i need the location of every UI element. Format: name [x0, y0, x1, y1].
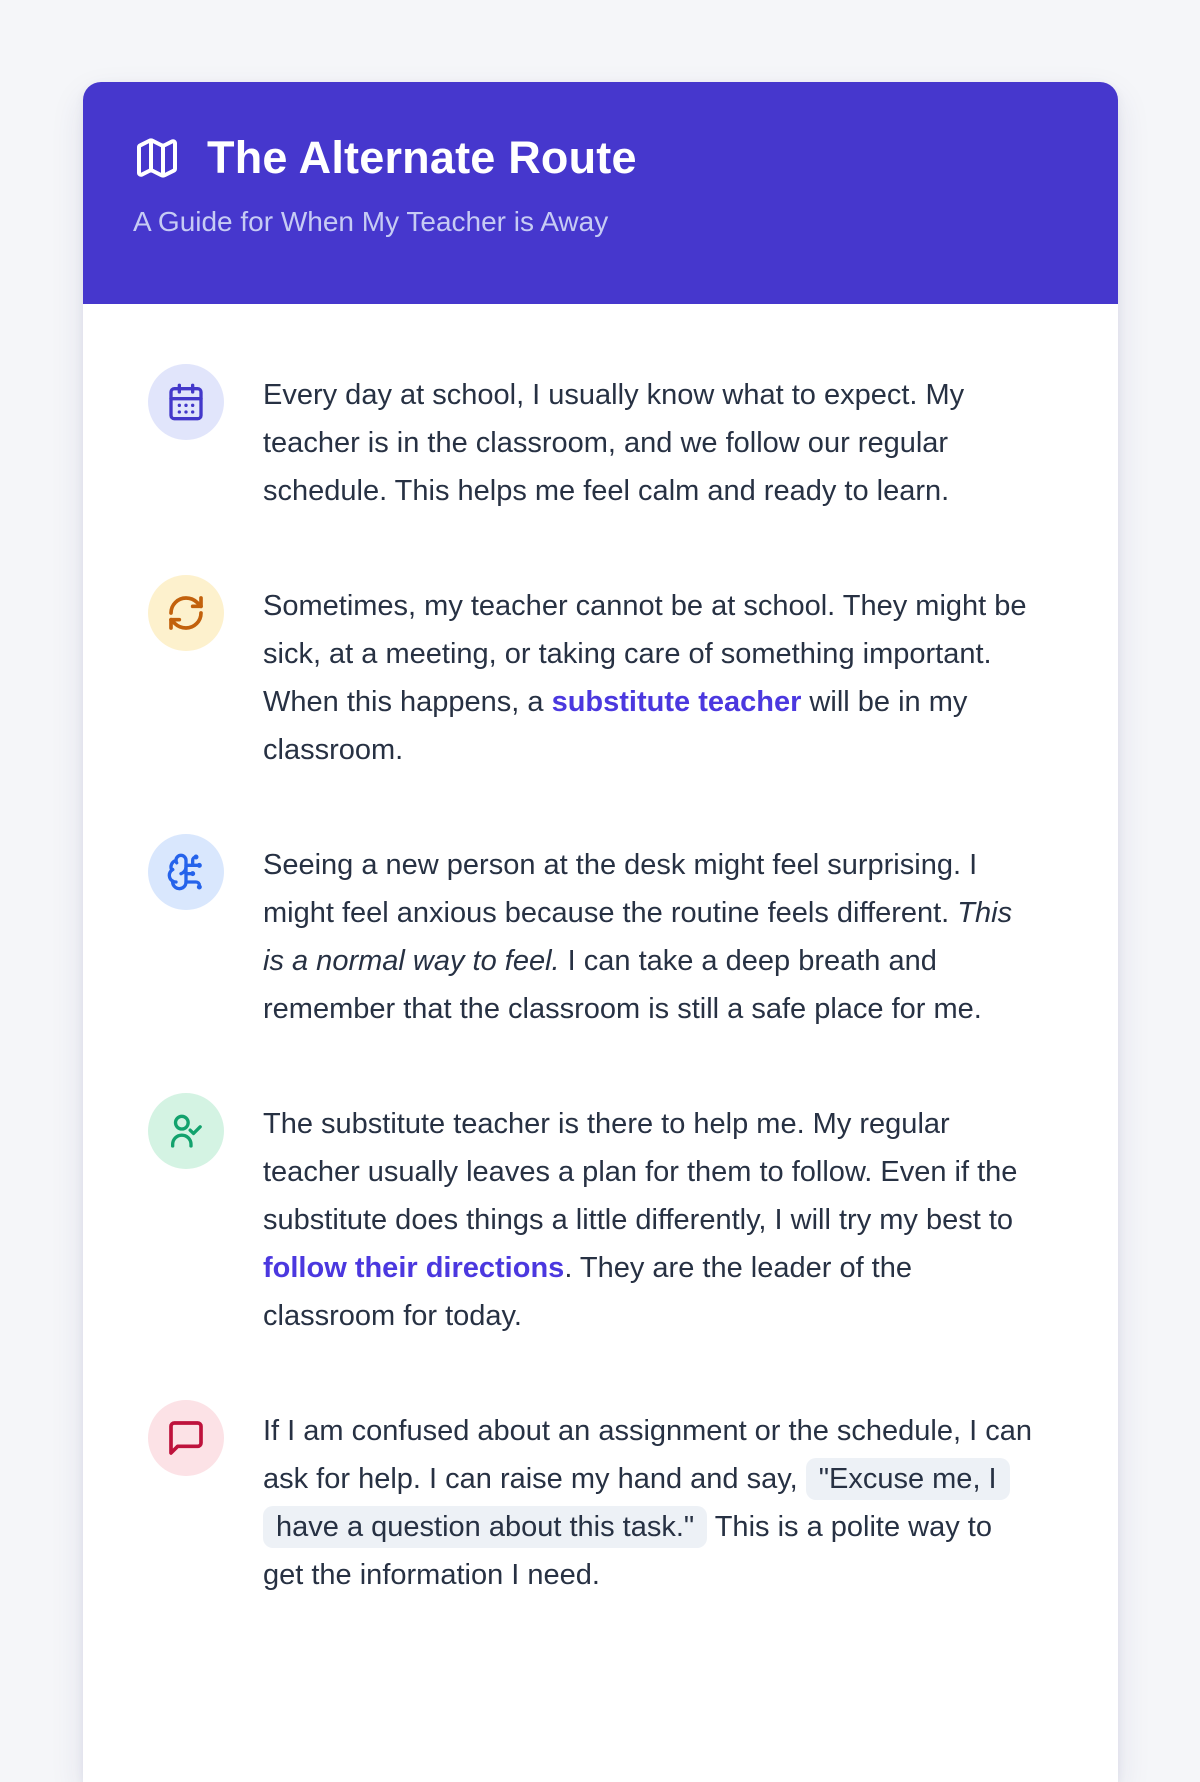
text-segment-italic: This is a normal way to feel. [263, 897, 1013, 977]
paragraph-text [263, 364, 1035, 515]
text-segment-normal: The substitute teacher is there to help me. My regular teacher usually leaves a plan for them to follow. Even if the substitute does things a little differently, I will try my best to [263, 1108, 1018, 1236]
text-segment-accent: follow their directions [263, 1252, 565, 1284]
page-subtitle: A Guide for When My Teacher is Away [133, 206, 609, 237]
calendar-days-icon [148, 364, 224, 440]
paragraph-text [263, 1400, 1035, 1599]
text-segment-normal: Sometimes, my teacher cannot be at school. They might be sick, at a meeting, or taking care of something important. When this happens, a [263, 590, 1027, 718]
message-square-icon [148, 1400, 224, 1476]
text-segment-normal: This is a polite way to get the information I need. [263, 1511, 992, 1591]
text-segment-normal: I can take a deep breath and remember that the classroom is still a safe place for me. [263, 945, 982, 1025]
paragraph-text [263, 575, 1035, 774]
text-segment-normal: Seeing a new person at the desk might feel surprising. I might feel anxious because the routine feels different. [263, 849, 978, 929]
refresh-icon [148, 575, 224, 651]
text-segment-accent: substitute teacher [551, 686, 802, 718]
story-paragraph-directions [148, 1093, 1035, 1340]
text-segment-normal: . They are the leader of the classroom for today. [263, 1252, 913, 1332]
text-segment-normal: If I am confused about an assignment or the schedule, I can ask for help. I can raise my hand and say, [263, 1415, 1032, 1495]
text-segment-quote: "Excuse me, I have a question about this task." [263, 1458, 1010, 1548]
text-segment-normal: Every day at school, I usually know what to expect. My teacher is in the classroom, and we follow our regular schedule. This helps me feel calm and ready to learn. [263, 379, 965, 507]
text-segment-normal: will be in my classroom. [263, 686, 968, 766]
story-card [83, 82, 1118, 1782]
paragraph-text [263, 834, 1035, 1033]
story-header [83, 82, 1118, 304]
brain-circuit-icon [148, 834, 224, 910]
story-paragraph-schedule [148, 364, 1035, 515]
story-content [83, 304, 1118, 1679]
story-paragraph-feelings [148, 834, 1035, 1033]
story-paragraph-substitute [148, 575, 1035, 774]
page-title: The Alternate Route [207, 132, 637, 183]
story-paragraph-ask-for-help [148, 1400, 1035, 1599]
paragraph-text [263, 1093, 1035, 1340]
map-icon [133, 134, 181, 182]
header-title-row [133, 132, 1068, 184]
user-check-icon [148, 1093, 224, 1169]
